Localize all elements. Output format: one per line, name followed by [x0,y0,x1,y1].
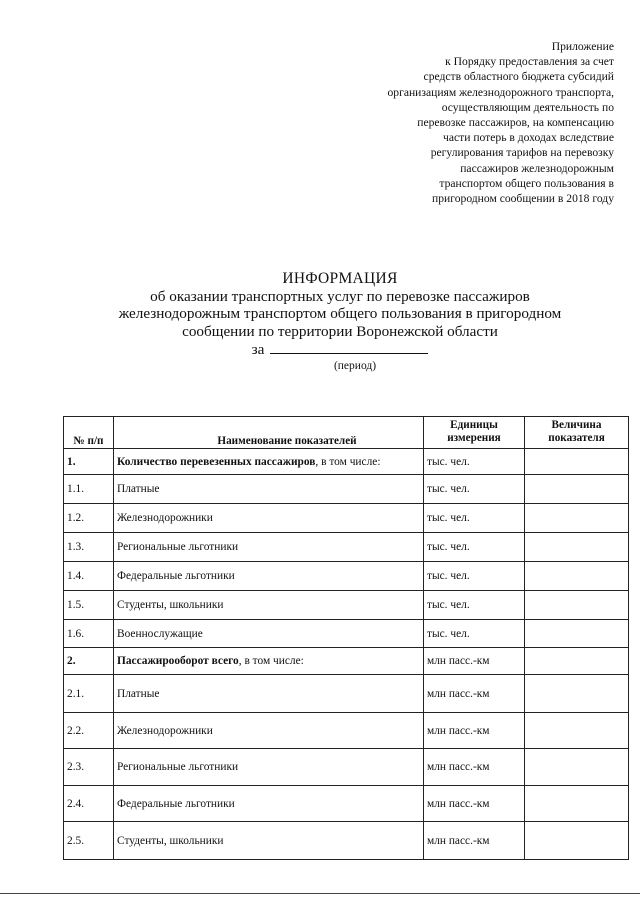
row-name-rest: Военнослужащие [117,627,203,640]
row-unit: тыс. чел. [424,562,525,591]
appendix-line: средств областного бюджета субсидий [423,70,614,84]
row-name-rest: Платные [117,687,160,700]
header-unit-line: измерения [447,431,501,444]
table-row [64,822,629,860]
table-row [64,475,629,504]
row-value [525,533,629,562]
row-value [525,591,629,620]
row-name-rest: Железнодорожники [117,724,213,737]
row-name [114,786,424,822]
header-unit-line: Единицы [450,419,498,431]
row-name [114,620,424,648]
row-value [525,786,629,822]
row-value [525,822,629,860]
row-name-bold: Количество перевезенных пассажиров [117,455,316,468]
table-header-row [64,417,629,449]
row-name-rest: Федеральные льготники [117,570,235,582]
row-value [525,675,629,713]
header-num: № п/п [64,417,114,449]
appendix-line: к Порядку предоставления за счет [445,55,614,69]
row-name-bold: Пассажирооборот всего [117,655,239,667]
row-num: 2. [64,648,114,675]
row-name [114,449,424,475]
row-name [114,822,424,860]
row-unit: млн пасс.-км [424,713,525,749]
row-name [114,475,424,504]
table-row [64,591,629,620]
row-name-rest: , в том числе: [238,655,304,667]
row-num: 1.5. [64,591,114,620]
row-value [525,648,629,675]
row-unit: тыс. чел. [424,504,525,533]
row-num: 1.1. [64,475,114,504]
document-subtitle-line: сообщении по территории Воронежской области [182,322,498,340]
row-value [525,620,629,648]
appendix-line: регулирования тарифов на перевозку [430,146,614,160]
appendix-line: пассажиров железнодорожным [460,161,614,175]
table-row [64,675,629,713]
row-unit: млн пасс.-км [424,648,525,675]
row-value [525,713,629,749]
header-value-line: Величина [551,419,602,431]
header-unit [424,417,525,449]
row-unit: тыс. чел. [424,620,525,648]
row-unit: тыс. чел. [424,591,525,620]
indicators-table [63,416,629,860]
appendix-block [314,39,614,206]
appendix-line: пригородном сообщении в 2018 году [432,192,614,206]
row-value [525,749,629,786]
row-num: 1.3. [64,533,114,562]
header-value [525,417,629,449]
period-prefix: за [251,341,265,358]
row-name [114,713,424,749]
row-name-rest: Студенты, школьники [117,599,224,611]
appendix-line: части потерь в доходах вследствие [443,131,614,145]
row-name [114,533,424,562]
row-value [525,562,629,591]
row-unit: млн пасс.-км [424,675,525,713]
row-num: 1. [64,449,114,475]
document-subtitle-line: железнодорожным транспортом общего пользования в пригородном [118,305,562,322]
row-num: 2.5. [64,822,114,860]
row-name [114,749,424,786]
appendix-line: перевозке пассажиров, на компенсацию [417,116,614,130]
row-value [525,449,629,475]
page-bottom-rule [0,893,640,894]
document-subtitle-line: об оказании транспортных услуг по перевозке пассажиров [150,287,530,305]
row-value [525,475,629,504]
document-title: ИНФОРМАЦИЯ [282,270,398,287]
row-name [114,504,424,533]
row-name-rest: Федеральные льготники [117,797,235,810]
row-value [525,504,629,533]
document-title-block [60,270,620,373]
header-value-line: показателя [548,431,605,444]
row-name-rest: Региональные льготники [117,761,239,773]
table-row [64,562,629,591]
table-row [64,504,629,533]
appendix-line: осуществляющим деятельность по [441,100,614,114]
period-line [60,341,620,359]
row-name-rest: Региональные льготники [117,541,239,553]
table-row [64,620,629,648]
row-num: 2.3. [64,749,114,786]
table-row [64,713,629,749]
row-unit: тыс. чел. [424,475,525,504]
row-name-rest: Студенты, школьники [117,834,224,847]
row-unit: млн пасс.-км [424,786,525,822]
row-name [114,591,424,620]
row-name [114,562,424,591]
table-row [64,749,629,786]
row-unit: тыс. чел. [424,449,525,475]
appendix-line: Приложение [551,40,614,53]
row-num: 2.2. [64,713,114,749]
row-name-rest: Платные [117,483,160,495]
period-label: (период) [333,359,377,372]
row-unit: тыс. чел. [424,533,525,562]
row-num: 1.4. [64,562,114,591]
row-name [114,675,424,713]
row-unit: млн пасс.-км [424,822,525,860]
row-name-rest: Железнодорожники [117,512,213,524]
table-row [64,449,629,475]
row-num: 2.4. [64,786,114,822]
row-num: 1.2. [64,504,114,533]
row-name-rest: , в том числе: [315,455,381,468]
row-unit: млн пасс.-км [424,749,525,786]
row-num: 1.6. [64,620,114,648]
table-row [64,786,629,822]
appendix-line: организациям железнодорожного транспорта, [387,85,614,99]
table-row [64,533,629,562]
appendix-line: транспортом общего пользования в [439,176,614,190]
period-blank-field [270,341,428,354]
header-name: Наименование показателей [114,417,424,449]
row-num: 2.1. [64,675,114,713]
table-row [64,648,629,675]
row-name [114,648,424,675]
